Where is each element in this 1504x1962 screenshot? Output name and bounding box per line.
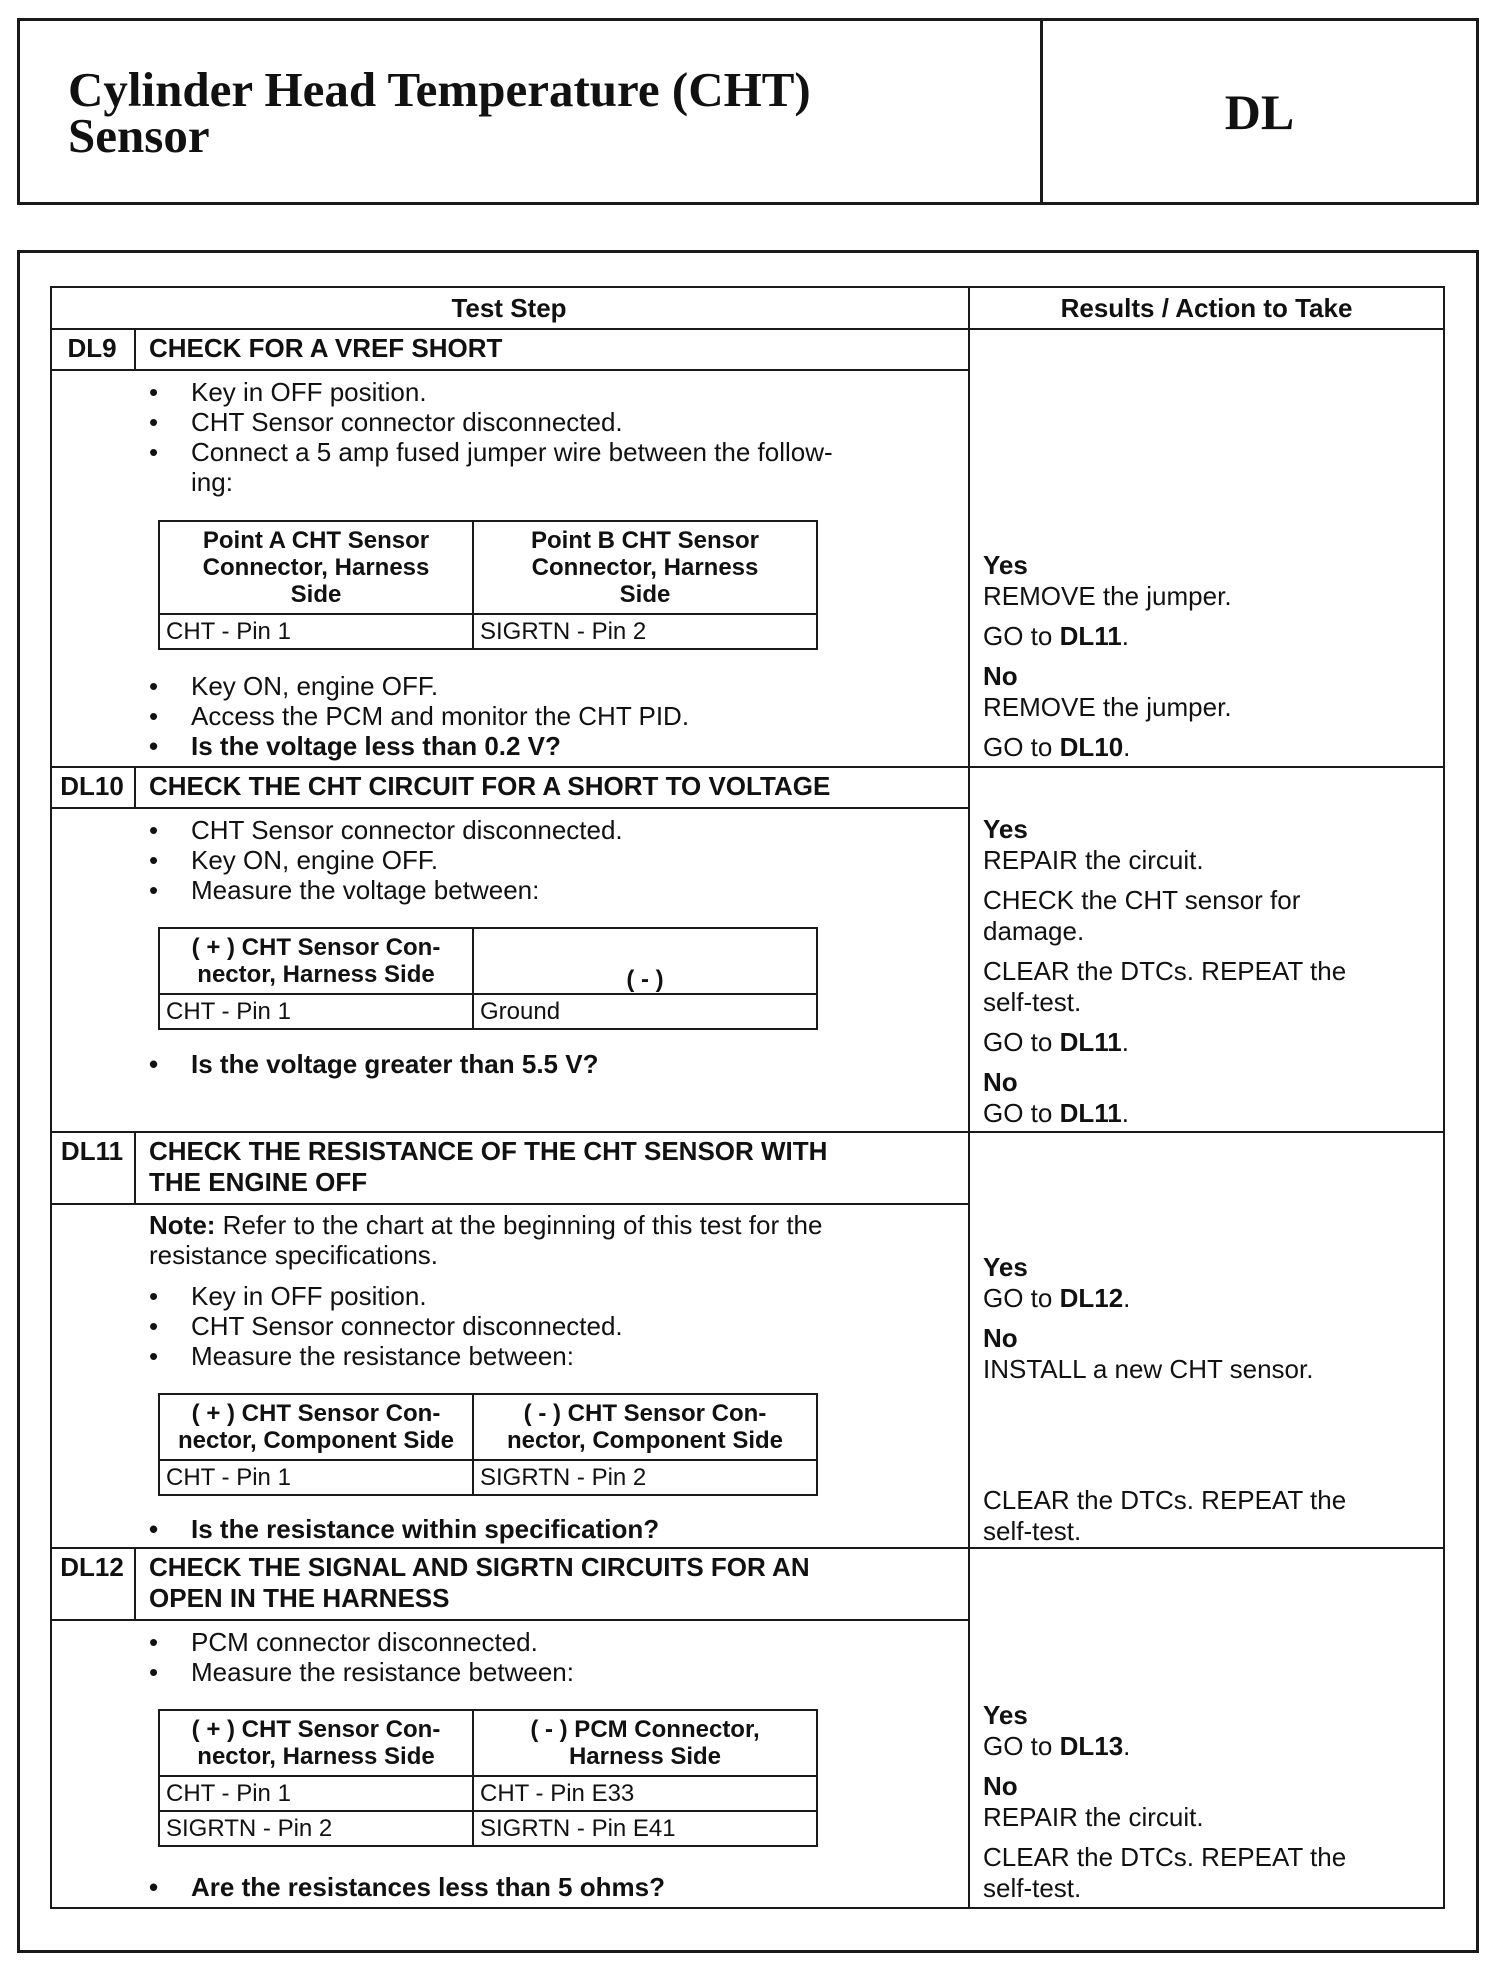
results-dl9 bbox=[983, 550, 1232, 763]
step-title-line: CHECK THE CHT CIRCUIT FOR A SHORT TO VOLTAGE bbox=[149, 771, 831, 801]
pin-table-header: Point B CHT Sensor Connector, Harness Side bbox=[473, 521, 817, 614]
instruction: • Key ON, engine OFF. bbox=[149, 845, 623, 875]
action-goto: GO to DL11. bbox=[983, 1027, 1129, 1057]
instruction: • Measure the resistance between: bbox=[149, 1657, 574, 1687]
goto-step: DL12 bbox=[1059, 1283, 1124, 1313]
pin-table-cell: CHT - Pin E33 bbox=[473, 1776, 817, 1811]
step-title bbox=[149, 1552, 810, 1614]
action: CLEAR the DTCs. REPEAT the bbox=[983, 1485, 1347, 1515]
step-instructions bbox=[149, 815, 623, 905]
question: • Are the resistances less than 5 ohms? bbox=[149, 1872, 665, 1902]
step-id: DL11 bbox=[60, 1136, 124, 1166]
step-title-line: THE ENGINE OFF bbox=[149, 1167, 368, 1197]
goto-step: DL11 bbox=[1059, 1027, 1122, 1057]
step-title-line bbox=[50, 1203, 968, 1205]
step-instructions bbox=[149, 1872, 665, 1902]
pin-table-cell: CHT - Pin 1 bbox=[159, 1776, 473, 1811]
action: REMOVE the jumper. bbox=[983, 581, 1232, 611]
action: REPAIR the circuit. bbox=[983, 1802, 1204, 1832]
yes-label: Yes bbox=[983, 814, 1028, 844]
pin-table-header: ( + ) CHT Sensor Con- nector, Harness Side bbox=[159, 928, 473, 994]
step-instructions bbox=[149, 671, 689, 761]
pin-table-cell: SIGRTN - Pin 2 bbox=[159, 1811, 473, 1846]
action: REMOVE the jumper. bbox=[983, 692, 1232, 722]
pin-table-header: Point A CHT Sensor Connector, Harness Side bbox=[159, 521, 473, 614]
instruction: • Connect a 5 amp fused jumper wire between the follow- bbox=[149, 437, 833, 467]
pin-table-cell: SIGRTN - Pin E41 bbox=[473, 1811, 817, 1846]
pin-table-header: ( + ) CHT Sensor Con- nector, Component Side bbox=[159, 1394, 473, 1460]
instruction-continuation: ing: bbox=[191, 467, 233, 497]
step-separator bbox=[50, 1131, 1445, 1133]
page-title-line-1: Cylinder Head Temperature (CHT) bbox=[68, 62, 811, 117]
goto-step: DL11 bbox=[1059, 1098, 1122, 1128]
step-separator bbox=[50, 1547, 1445, 1549]
column-divider bbox=[968, 286, 970, 1909]
instruction: • Key in OFF position. bbox=[149, 377, 833, 407]
instruction: • Measure the resistance between: bbox=[149, 1341, 623, 1371]
question: • Is the voltage greater than 5.5 V? bbox=[149, 1049, 598, 1079]
step-id-divider bbox=[134, 1131, 136, 1203]
page-title bbox=[68, 62, 1008, 163]
question: • Is the voltage less than 0.2 V? bbox=[149, 731, 689, 761]
page-header bbox=[17, 18, 1479, 205]
results-dl12 bbox=[983, 1700, 1346, 1904]
action: CLEAR the DTCs. REPEAT the bbox=[983, 956, 1347, 986]
instruction: • CHT Sensor connector disconnected. bbox=[149, 1311, 623, 1341]
pin-table bbox=[158, 520, 818, 650]
column-header-results: Results / Action to Take bbox=[1060, 293, 1353, 323]
question: • Is the resistance within specification? bbox=[149, 1514, 659, 1544]
step-title bbox=[149, 1136, 827, 1198]
action: CLEAR the DTCs. REPEAT the bbox=[983, 1842, 1347, 1872]
goto-step: DL11 bbox=[1059, 621, 1122, 651]
pin-table-cell: CHT - Pin 1 bbox=[159, 614, 473, 649]
pin-table bbox=[158, 927, 818, 1030]
goto-step: DL13 bbox=[1059, 1731, 1124, 1761]
pin-table-header: ( + ) CHT Sensor Con- nector, Harness Side bbox=[159, 1710, 473, 1776]
yes-label: Yes bbox=[983, 550, 1028, 580]
step-instructions bbox=[149, 1281, 623, 1371]
step-title-line: OPEN IN THE HARNESS bbox=[149, 1583, 450, 1613]
step-instructions bbox=[149, 377, 833, 467]
action: REPAIR the circuit. bbox=[983, 845, 1204, 875]
step-id: DL10 bbox=[60, 771, 124, 801]
step-id: DL12 bbox=[60, 1552, 124, 1582]
step-instructions bbox=[149, 1049, 598, 1079]
pin-table-cell: SIGRTN - Pin 2 bbox=[473, 614, 817, 649]
action-goto: GO to DL11. bbox=[983, 1098, 1129, 1128]
pin-table bbox=[158, 1709, 818, 1847]
instruction: • Access the PCM and monitor the CHT PID. bbox=[149, 701, 689, 731]
page-title-line-2: Sensor bbox=[68, 108, 210, 163]
results-dl11-footer bbox=[983, 1485, 1346, 1547]
no-label: No bbox=[983, 661, 1018, 691]
instruction: • CHT Sensor connector disconnected. bbox=[149, 815, 623, 845]
step-title-line bbox=[50, 1619, 968, 1621]
step-note: Note: Refer to the chart at the beginning of this test for the resistance specifications. bbox=[149, 1210, 823, 1270]
step-instructions bbox=[149, 1514, 659, 1544]
action: self-test. bbox=[983, 1516, 1082, 1546]
action: CHECK the CHT sensor for bbox=[983, 885, 1301, 915]
action-goto: GO to DL11. bbox=[983, 621, 1129, 651]
instruction: • PCM connector disconnected. bbox=[149, 1627, 574, 1657]
action-goto: GO to DL12. bbox=[983, 1283, 1131, 1313]
yes-label: Yes bbox=[983, 1700, 1028, 1730]
yes-label: Yes bbox=[983, 1252, 1028, 1282]
pin-table-cell: CHT - Pin 1 bbox=[159, 1460, 473, 1495]
step-separator bbox=[50, 766, 1445, 768]
header-row-line bbox=[50, 328, 1445, 330]
goto-step: DL10 bbox=[1059, 732, 1124, 762]
step-instructions bbox=[149, 1627, 574, 1687]
action-goto: GO to DL13. bbox=[983, 1731, 1131, 1761]
pin-table-cell: CHT - Pin 1 bbox=[159, 994, 473, 1029]
step-title bbox=[149, 333, 502, 364]
action: self-test. bbox=[983, 1873, 1082, 1903]
step-title bbox=[149, 771, 830, 802]
section-code: DL bbox=[1224, 83, 1295, 140]
instruction: • Key in OFF position. bbox=[149, 1281, 623, 1311]
step-id-divider bbox=[134, 766, 136, 807]
step-title-line bbox=[50, 807, 968, 809]
no-label: No bbox=[983, 1771, 1018, 1801]
note-label: Note: bbox=[149, 1210, 216, 1240]
results-dl11 bbox=[983, 1252, 1313, 1385]
step-title-line: CHECK FOR A VREF SHORT bbox=[149, 333, 503, 363]
action-goto: GO to DL10. bbox=[983, 732, 1131, 762]
column-header-test-step: Test Step bbox=[451, 293, 567, 323]
pin-table bbox=[158, 1393, 818, 1496]
no-label: No bbox=[983, 1323, 1018, 1353]
no-label: No bbox=[983, 1067, 1018, 1097]
step-title-line: CHECK THE RESISTANCE OF THE CHT SENSOR WITH bbox=[149, 1136, 828, 1166]
results-dl10 bbox=[983, 814, 1346, 1129]
pin-table-header: ( - ) CHT Sensor Con- nector, Component Side bbox=[473, 1394, 817, 1460]
action: INSTALL a new CHT sensor. bbox=[983, 1354, 1314, 1384]
pin-table-cell: SIGRTN - Pin 2 bbox=[473, 1460, 817, 1495]
instruction: • CHT Sensor connector disconnected. bbox=[149, 407, 833, 437]
step-title-line bbox=[50, 369, 968, 371]
action: self-test. bbox=[983, 987, 1082, 1017]
instruction: • Measure the voltage between: bbox=[149, 875, 623, 905]
step-id: DL9 bbox=[67, 333, 117, 363]
pin-table-header: ( - ) PCM Connector, Harness Side bbox=[473, 1710, 817, 1776]
step-id-divider bbox=[134, 328, 136, 369]
step-title-line: CHECK THE SIGNAL AND SIGRTN CIRCUITS FOR AN bbox=[149, 1552, 810, 1582]
instruction: • Key ON, engine OFF. bbox=[149, 671, 689, 701]
action: damage. bbox=[983, 916, 1085, 946]
pin-table-header: ( - ) bbox=[473, 928, 817, 994]
pin-table-cell: Ground bbox=[473, 994, 817, 1029]
step-id-divider bbox=[134, 1547, 136, 1619]
